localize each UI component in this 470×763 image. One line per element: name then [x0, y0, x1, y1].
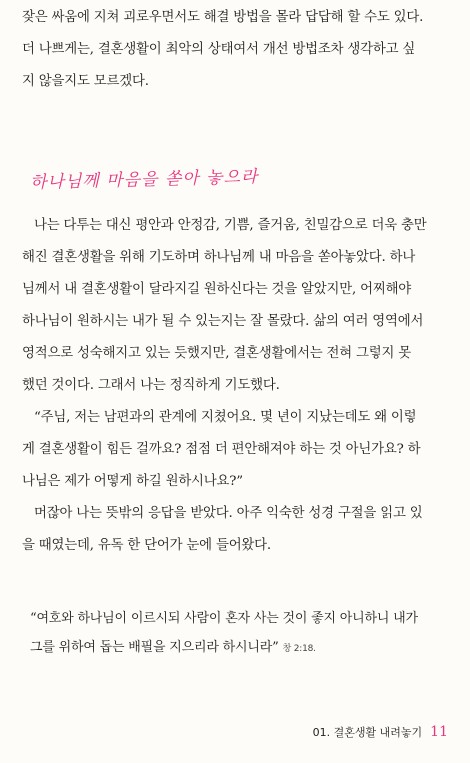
text-line: 더 나쁘게는, 결혼생활이 최악의 상태여서 개선 방법조차 생각하고 싶: [22, 42, 416, 57]
text-line: 나는 다투는 대신 평안과 안정감, 기쁨, 즐거움, 친밀감으로 더욱 충만: [34, 218, 427, 233]
scripture-quote: [30, 604, 450, 664]
text-line: “주님, 저는 남편과의 관계에 지쳤어요. 몇 년이 지났는데도 왜 이렇: [34, 410, 417, 425]
page-number: 11: [430, 724, 448, 740]
scripture-reference: 창 2:18.: [282, 644, 316, 654]
chapter-title: 01. 결혼생활 내려놓기: [312, 726, 423, 739]
text-line: 지 않을지도 모르겠다.: [22, 74, 149, 89]
text-line: 머잖아 나는 뜻밖의 응답을 받았다. 아주 익숙한 성경 구절을 읽고 있: [34, 506, 423, 521]
text-line: 을 때였는데, 유독 한 단어가 눈에 들어왔다.: [22, 538, 271, 553]
quote-line: “여호와 하나님이 이르시되 사람이 혼자 사는 것이 좋지 아니하니 내가: [30, 611, 418, 626]
text-line: 영적으로 성숙해지고 있는 듯했지만, 결혼생활에서는 전혀 그렇지 못: [22, 346, 412, 361]
text-line: 게 결혼생활이 힘든 걸까요? 점점 더 편안해져야 하는 것 아닌가요? 하: [22, 442, 421, 457]
text-line: 하나님이 원하시는 내가 될 수 있는지는 잘 몰랐다. 삶의 여러 영역에서: [22, 314, 424, 329]
text-line: 했던 것이다. 그래서 나는 정직하게 기도했다.: [22, 378, 280, 393]
quote-text: 그를 위하여 돕는 배필을 지으리라 하시니라”: [30, 640, 279, 655]
page-footer: [313, 724, 448, 740]
text-line: 잦은 싸움에 지쳐 괴로우면서도 해결 방법을 몰라 답답해 할 수도 있다.: [22, 10, 424, 25]
section-heading: 하나님께 마음을 쏟아 놓으라: [29, 167, 259, 193]
text-line: 해진 결혼생활을 위해 기도하며 하나님께 내 마음을 쏟아놓았다. 하나: [22, 250, 416, 265]
text-line: 나님은 제가 어떻게 하길 원하시나요?”: [22, 474, 243, 489]
main-body-text: [22, 210, 450, 562]
quote-line: [30, 633, 450, 664]
opening-paragraph: [22, 2, 450, 98]
text-line: 님께서 내 결혼생활이 달라지길 원하신다는 것을 알았지만, 어찌해야: [22, 282, 412, 297]
